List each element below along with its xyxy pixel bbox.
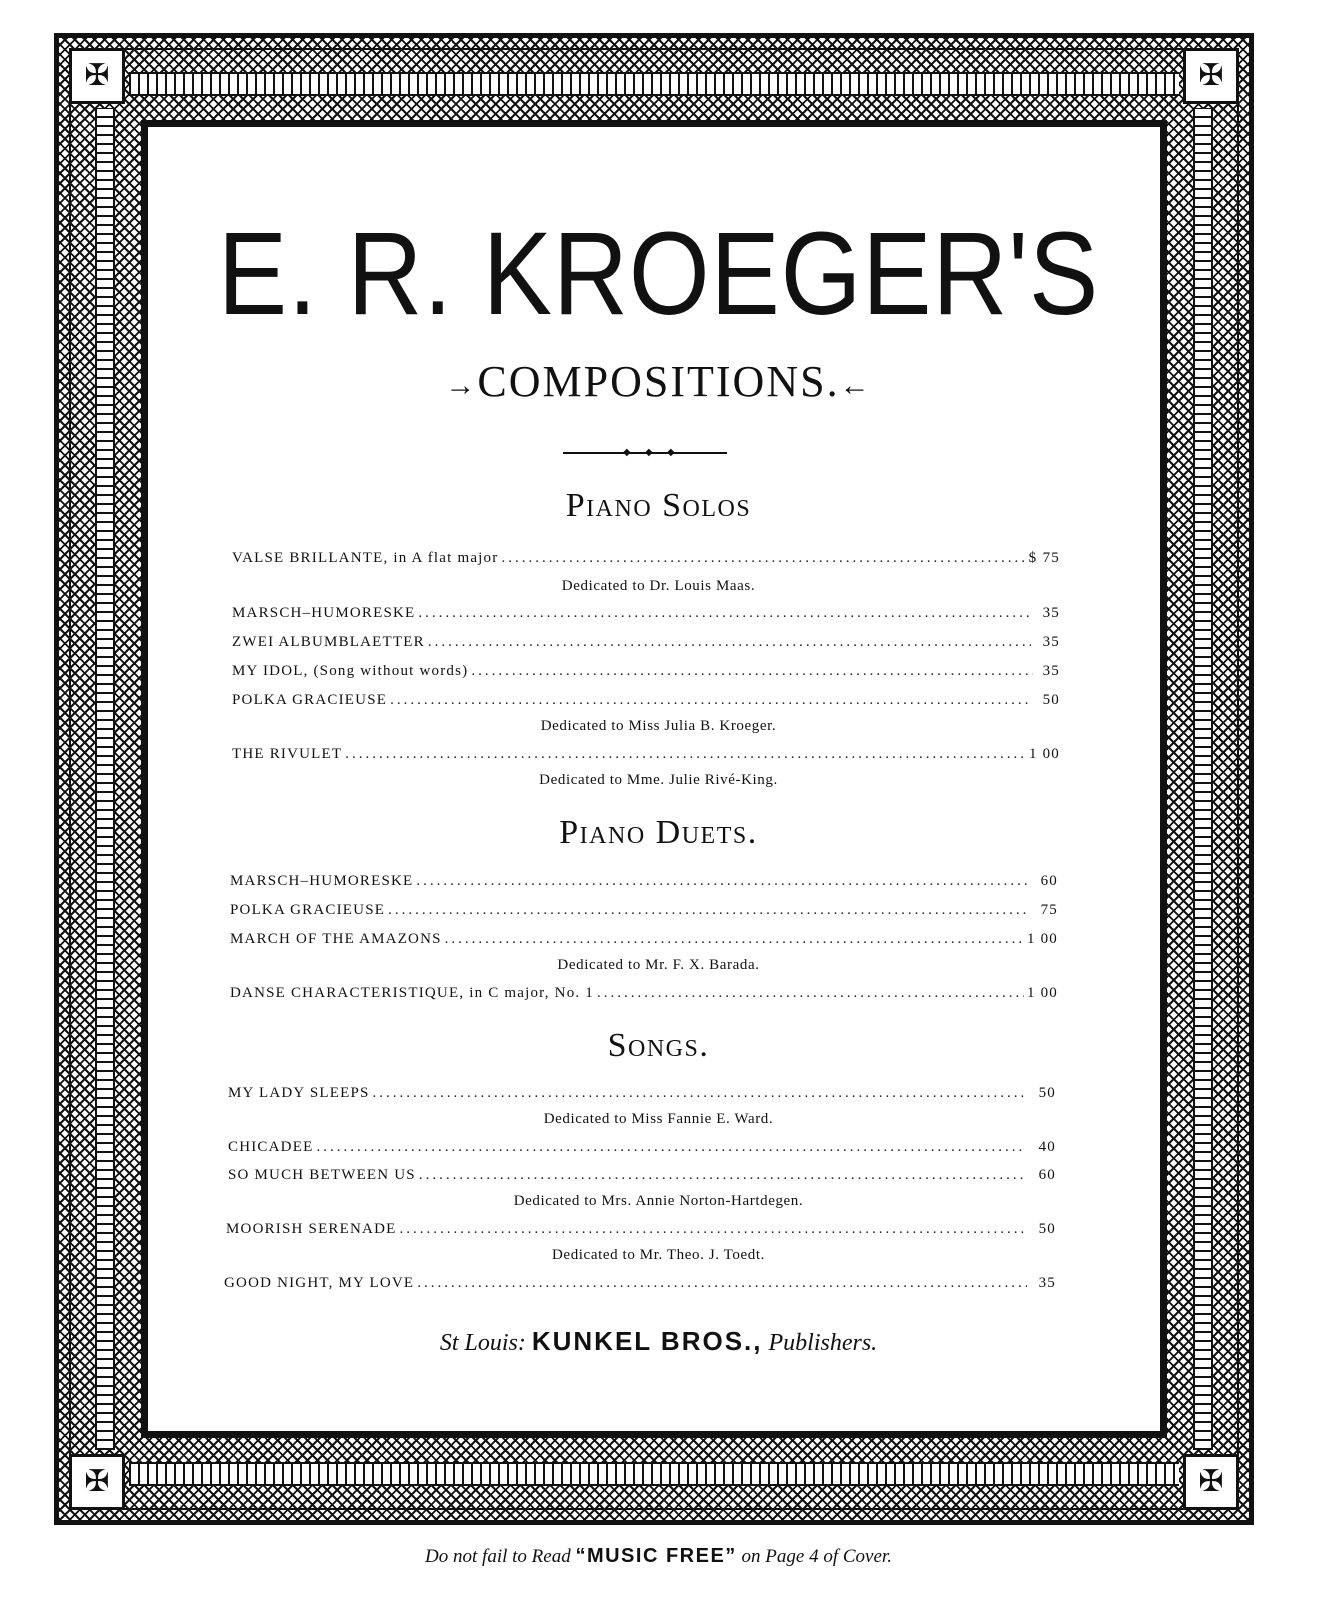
dot-leader	[373, 1085, 1025, 1102]
dot-leader	[345, 746, 1026, 763]
entry-price: 1 00	[1026, 931, 1058, 947]
entry-price: 75	[1042, 550, 1060, 566]
list-item	[228, 1167, 1056, 1184]
corner-ornament-icon: ✠	[69, 1454, 125, 1510]
entry-title: MY LADY SLEEPS	[228, 1085, 370, 1101]
entry-price: 1 00	[1026, 985, 1058, 1001]
list-item	[228, 1139, 1056, 1156]
list-item	[232, 746, 1060, 763]
publisher-city: St Louis:	[439, 1330, 526, 1356]
border-band-bottom	[129, 1462, 1179, 1486]
list-item	[232, 634, 1060, 651]
arrow-left-icon: ←	[839, 368, 872, 402]
entry-price: 35	[1042, 605, 1060, 621]
entry-dedication: Dedicated to Mme. Julie Rivé-King.	[539, 772, 778, 788]
dot-leader	[597, 985, 1024, 1002]
dot-leader	[316, 1139, 1022, 1156]
list-item	[230, 931, 1058, 948]
dot-leader	[418, 605, 1030, 622]
entry-dedication: Dedicated to Dr. Louis Maas.	[561, 578, 756, 594]
dot-leader	[445, 931, 1024, 948]
corner-ornament-icon: ✠	[69, 48, 125, 104]
section-heading-piano-solos: Piano Solos	[565, 487, 752, 524]
entry-title: POLKA GRACIEUSE	[230, 902, 386, 918]
footer-text-before: Do not fail to Read	[425, 1546, 571, 1567]
entry-title: MARSCH–HUMORESKE	[232, 605, 416, 621]
list-item	[230, 873, 1058, 890]
entry-dedication: Dedicated to Miss Fannie E. Ward.	[543, 1111, 774, 1127]
entry-price: 35	[1038, 1275, 1056, 1291]
entry-title: THE RIVULET	[232, 746, 343, 762]
entry-title: MOORISH SERENADE	[226, 1221, 397, 1237]
list-item	[228, 1085, 1056, 1102]
dot-leader	[501, 550, 1025, 567]
publisher-role: Publishers.	[768, 1330, 878, 1356]
diamond-icon: ◆	[645, 447, 653, 458]
list-item	[224, 1275, 1056, 1292]
arrow-right-icon: →	[445, 368, 478, 402]
entry-dedication: Dedicated to Mr. Theo. J. Toedt.	[552, 1247, 765, 1263]
corner-ornament-icon: ✠	[1183, 1454, 1239, 1510]
diamond-icon: ◆	[623, 447, 631, 458]
entry-price: 50	[1038, 1221, 1056, 1237]
dot-leader	[416, 873, 1028, 890]
entry-price: 40	[1038, 1139, 1056, 1155]
entry-title: MY IDOL, (Song without words)	[232, 663, 469, 679]
entry-title: CHICADEE	[228, 1139, 314, 1155]
entry-title: ZWEI ALBUMBLAETTER	[232, 634, 425, 650]
dot-leader	[428, 634, 1031, 651]
entry-price: 60	[1038, 1167, 1056, 1183]
list-item	[230, 902, 1058, 919]
footer-highlight: “MUSIC FREE”	[575, 1545, 737, 1567]
entry-price: 50	[1038, 1085, 1056, 1101]
entry-price: 35	[1042, 663, 1060, 679]
entry-dedication: Dedicated to Mr. F. X. Barada.	[557, 957, 760, 973]
section-heading-songs: Songs.	[607, 1027, 710, 1064]
subtitle-text: COMPOSITIONS.	[477, 357, 840, 406]
entry-title: MARSCH–HUMORESKE	[230, 873, 414, 889]
list-item	[232, 663, 1060, 680]
entry-title: VALSE BRILLANTE, in A flat major	[232, 550, 499, 566]
dot-leader	[388, 902, 1027, 919]
dot-leader	[390, 692, 1029, 709]
decorative-rule	[563, 447, 727, 458]
entry-title: SO MUCH BETWEEN US	[228, 1167, 416, 1183]
diamond-icon: ◆	[667, 447, 675, 458]
dot-leader	[417, 1275, 1027, 1292]
entry-title: POLKA GRACIEUSE	[232, 692, 388, 708]
list-item	[232, 605, 1060, 622]
footer-text-after: on Page 4 of Cover.	[741, 1546, 892, 1567]
publisher-firm: KUNKEL BROS.,	[531, 1326, 763, 1356]
page-subtitle	[0, 356, 1317, 407]
entry-dedication: Dedicated to Mrs. Annie Norton-Hartdegen.	[513, 1193, 804, 1209]
entry-title: MARCH OF THE AMAZONS	[230, 931, 442, 947]
entry-price: 1 00	[1028, 746, 1060, 762]
entry-title: GOOD NIGHT, MY LOVE	[224, 1275, 415, 1291]
dot-leader	[399, 1221, 1026, 1238]
list-item	[226, 1221, 1056, 1238]
page-title: E. R. KROEGER'S	[217, 208, 1100, 340]
entry-price: 50	[1042, 692, 1060, 708]
list-item	[232, 692, 1060, 709]
list-item	[232, 550, 1060, 567]
entry-dedication: Dedicated to Miss Julia B. Kroeger.	[540, 718, 777, 734]
dot-leader	[419, 1167, 1027, 1184]
entry-price: 35	[1042, 634, 1060, 650]
entry-price: 75	[1040, 902, 1058, 918]
publisher-line	[0, 1326, 1317, 1357]
border-band-top	[129, 72, 1179, 96]
currency-sign: $	[1028, 550, 1038, 566]
section-heading-piano-duets: Piano Duets.	[559, 814, 758, 851]
entry-title: DANSE CHARACTERISTIQUE, in C major, No. 1	[230, 985, 595, 1001]
list-item	[230, 985, 1058, 1002]
footer-note	[0, 1545, 1317, 1568]
dot-leader	[471, 663, 1033, 680]
entry-price: 60	[1040, 873, 1058, 889]
corner-ornament-icon: ✠	[1183, 48, 1239, 104]
